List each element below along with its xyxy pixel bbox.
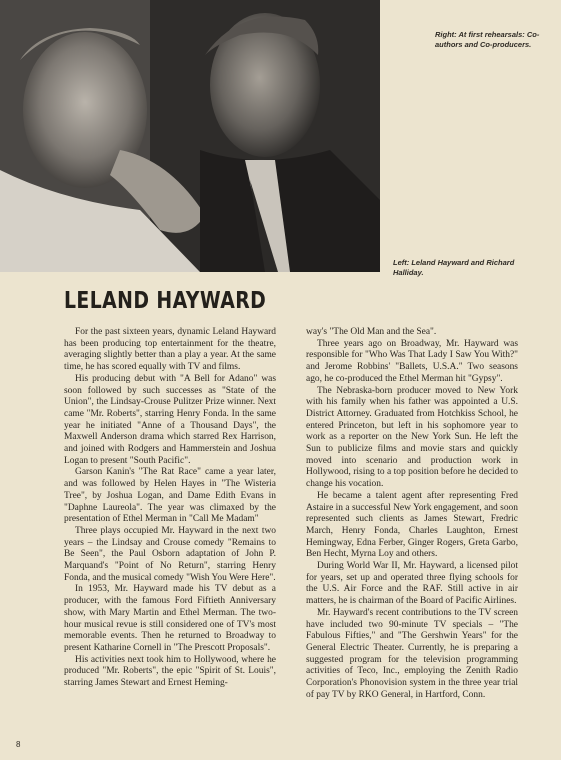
paragraph: His producing debut with "A Bell for Adano" was soon followed by such successes as "State of the Union", the Lindsay-Crouse Pulitzer Prize winner. Next came "Mr. Roberts", starring Henry Fonda. In the same year he initiated "Anne of a Thousand Days", the Maxwell Anderson drama which starred Rex Harrison, and joined with Rodgers and Hammerstein and Joshua Logan to present "South Pacific". bbox=[64, 373, 276, 466]
article-column-right bbox=[306, 327, 518, 702]
paragraph: His activities next took him to Hollywood, where he produced "Mr. Roberts", the epic "Spirit of St. Louis", starring James Stewart and Ernest Heming- bbox=[64, 654, 276, 689]
caption-right: Right: At first rehearsals: Co-authors and Co-producers. bbox=[435, 30, 540, 49]
photo-illustration bbox=[0, 0, 380, 272]
paragraph: In 1953, Mr. Hayward made his TV debut as a producer, with the famous Ford Fiftieth Anniversary show, with Mary Martin and Ethel Merman. The two-hour musical revue is still considered one of TV's most memorable events. Then he returned to Broadway to present Katharine Cornell in "The Prescott Proposals". bbox=[64, 584, 276, 653]
page-number: 8 bbox=[16, 740, 21, 749]
article-title: LELAND HAYWARD bbox=[64, 288, 267, 314]
paragraph: way's "The Old Man and the Sea". bbox=[306, 327, 437, 337]
paragraph: Three years ago on Broadway, Mr. Hayward was responsible for "Who Was That Lady I Saw You With?" and Jerome Robbins' "Ballets, U.S.A." Two seasons ago, he co-produced the Ethel Merman hit "Gypsy". bbox=[306, 338, 518, 384]
paragraph: Three plays occupied Mr. Hayward in the next two years – the Lindsay and Crouse comedy "Remains to Be Seen", the Paul Osborn adaptation of John P. Marquand's "Point of No Return", starring Henry Fonda, and the musical comedy "Wish You Were Here". bbox=[64, 525, 276, 583]
paragraph: Mr. Hayward's recent contributions to the TV screen have included two 90-minute TV specials – "The Fabulous Fifties," and "The Gershwin Years" for the General Electric Theater. Currently, he is preparing a suggested program for the television programming activities of Teco, Inc., employing the Zenith Radio Corporation's Phonovision system in the three year trial of pay TV by RKO General, in Hartford, Conn. bbox=[306, 607, 518, 700]
paragraph: For the past sixteen years, dynamic Leland Hayward has been producing top entertainment for the theatre, averaging slightly better than a play a year. At the same time, he has scored equally with TV and films. bbox=[64, 327, 276, 373]
show-through-mark bbox=[452, 86, 512, 106]
article-column-left bbox=[64, 327, 276, 690]
caption-left: Left: Leland Hayward and Richard Halliday. bbox=[393, 258, 515, 277]
photo-hayward-halliday bbox=[0, 0, 380, 272]
paragraph: Garson Kanin's "The Rat Race" came a year later, and was followed by Helen Hayes in "The Wisteria Tree", by Joshua Logan, and Dame Edith Evans in "Daphne Laureola". The year was climaxed by the presentation of Ethel Merman in "Call Me Madam" bbox=[64, 467, 276, 525]
paragraph: He became a talent agent after representing Fred Astaire in a successful New York engagement, and soon represented such clients as James Stewart, Fredric March, Henry Fonda, Charles Laughton, Ernest Hemingway, Edna Ferber, Ginger Rogers, Greta Garbo, Ben Hecht, Myrna Loy and others. bbox=[306, 490, 518, 560]
paragraph: The Nebraska-born producer moved to New York with his family when his father was appointed a U.S. District Attorney. Graduated from Hotchkiss School, he entered Princeton, but left in his sophomore year to work as a reporter on the New York Sun. He left the Sun to publicize films and movie stars and quickly moved into scenario and production work in Hollywood, rising to a top position before he decided to change his vocation. bbox=[306, 385, 518, 490]
paragraph: During World War II, Mr. Hayward, a licensed pilot for years, set up and operated three flying schools for the U.S. Air Force and the RAF. Still active in air matters, he is chairman of the Board of Pacific Airlines. bbox=[306, 561, 518, 607]
